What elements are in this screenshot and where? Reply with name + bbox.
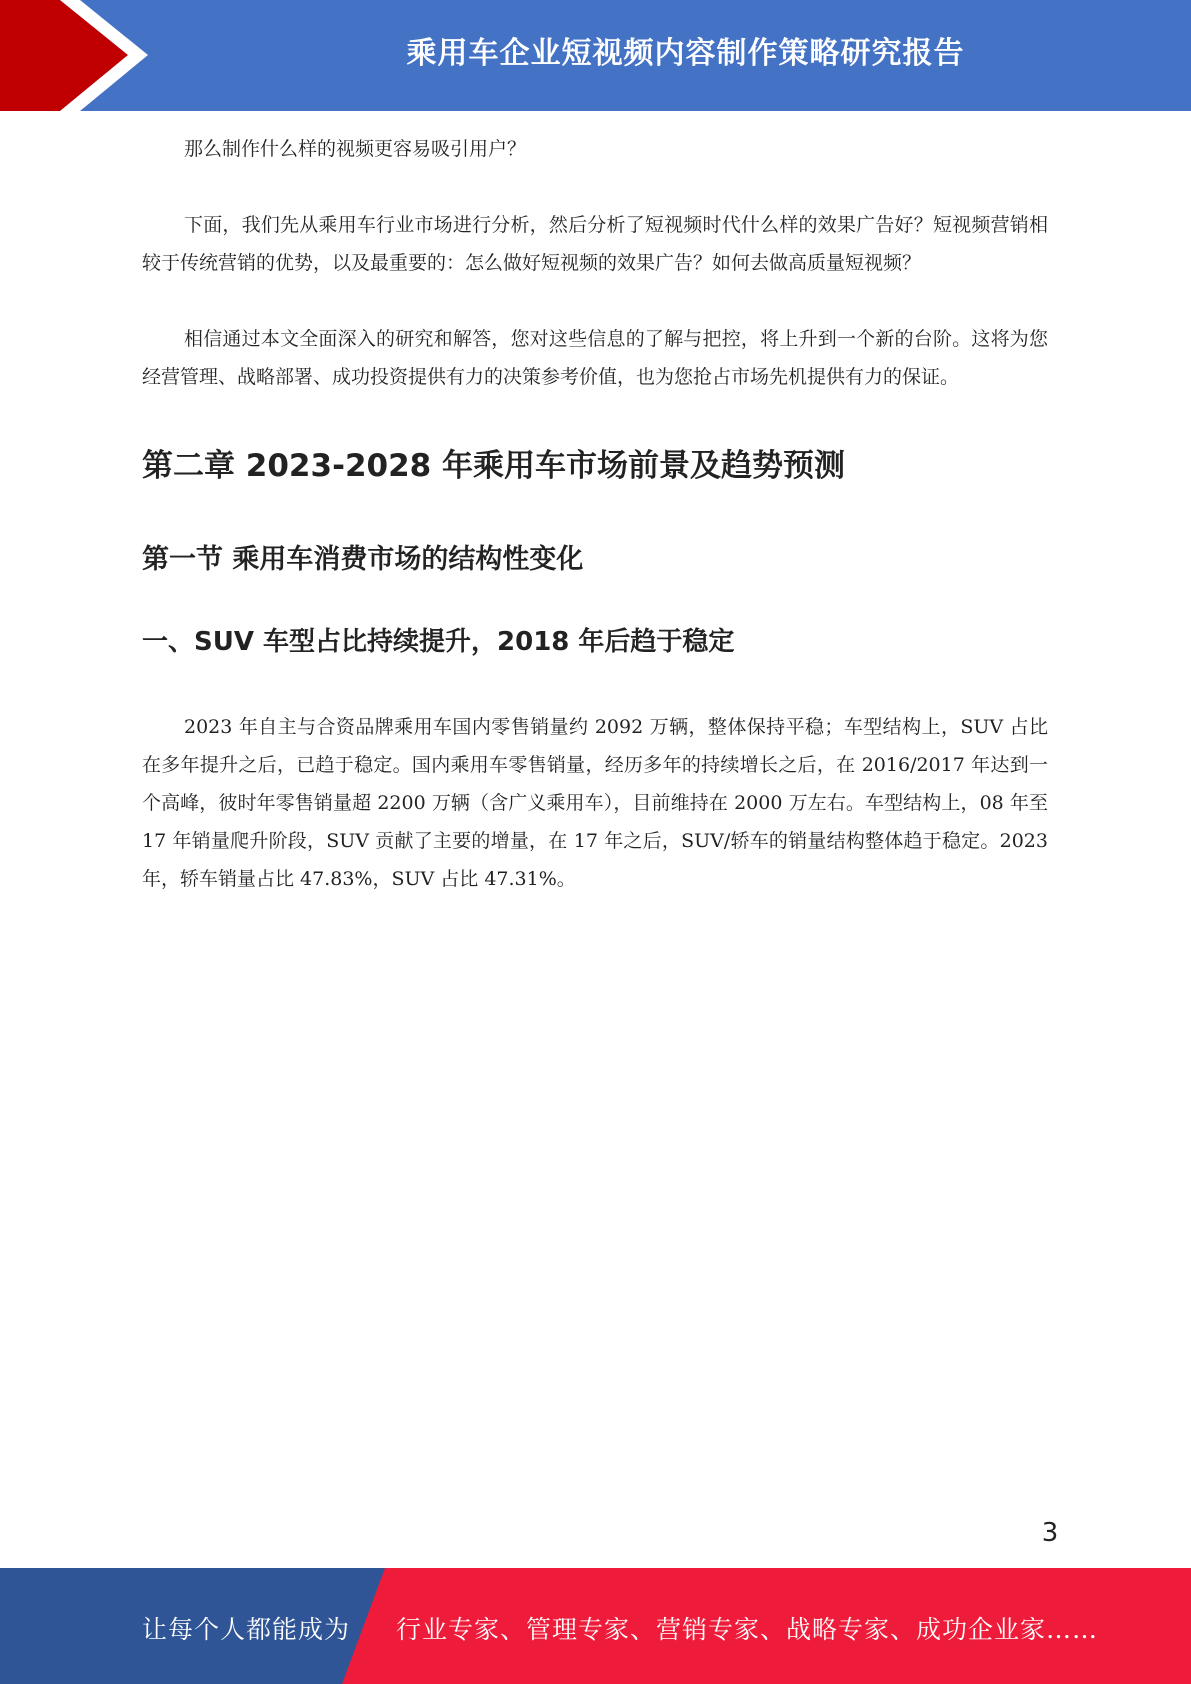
section-title: 第一节 乘用车消费市场的结构性变化	[142, 544, 584, 575]
footer-slogan-right: 行业专家、管理专家、营销专家、战略专家、成功企业家……	[396, 1615, 1099, 1644]
report-title: 乘用车企业短视频内容制作策略研究报告	[406, 36, 965, 71]
intro-paragraph-2: 下面，我们先从乘用车行业市场进行分析，然后分析了短视频时代什么样的效果广告好？短视频营销相较于传统营销的优势，以及最重要的：怎么做好短视频的效果广告？如何去做高质量短视频？	[142, 214, 1048, 274]
intro-paragraph-3: 相信通过本文全面深入的研究和解答，您对这些信息的了解与把控，将上升到一个新的台阶。这将为您经营管理、战略部署、成功投资提供有力的决策参考价值，也为您抢占市场先机提供有力的保证。	[142, 328, 1048, 388]
page-number: 3	[1041, 1518, 1059, 1548]
body-paragraph: 2023 年自主与合资品牌乘用车国内零售销量约 2092 万辆，整体保持平稳；车型结构上，SUV 占比在多年提升之后，已趋于稳定。国内乘用车零售销量，经历多年的持续增长之后，在 2016/2017 年达到一个高峰，彼时年零售销量超 2200 万辆（含广义乘用车），目前维持在 2000 万左右。车型结构上，08 年至 17 年销量爬升阶段，SUV 贡献了主要的增量，在 17 年之后，SUV/轿车的销量结构整体趋于稳定。2023 年，轿车销量占比 47.83%，SUV 占比 47.31%。	[142, 716, 1048, 890]
footer-slogan-left: 让每个人都能成为	[142, 1615, 351, 1644]
intro-paragraph-1: 那么制作什么样的视频更容易吸引用户？	[184, 138, 527, 160]
page-header	[0, 0, 1191, 111]
chapter-title: 第二章 2023-2028 年乘用车市场前景及趋势预测	[142, 448, 846, 484]
header-arrow-decoration	[0, 0, 160, 111]
page-footer	[0, 1568, 1191, 1684]
document-body	[142, 130, 1048, 936]
subsection-title: 一、SUV 车型占比持续提升，2018 年后趋于稳定	[142, 627, 735, 657]
